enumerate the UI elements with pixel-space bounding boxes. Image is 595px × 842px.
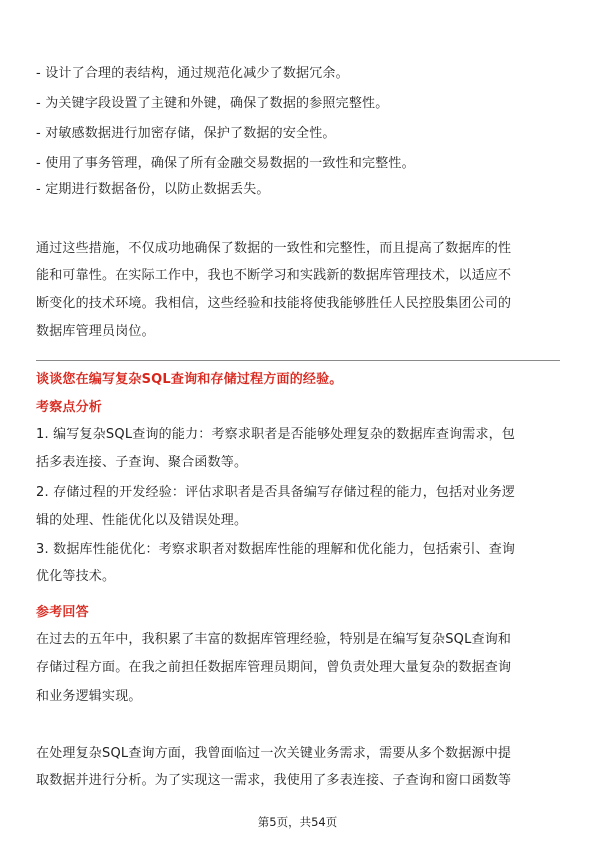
bullet-item: - 对敏感数据进行加密存储，保护了数据的安全性。 — [36, 126, 336, 141]
paragraph-line: 通过这些措施，不仅成功地确保了数据的一致性和完整性，而且提高了数据库的性 — [36, 241, 512, 256]
answer-heading: 参考回答 — [36, 605, 89, 620]
paragraph-line: 断变化的技术环境。我相信，这些经验和技能将使我能够胜任人民控股集团公司的 — [36, 296, 512, 311]
answer-line: 和业务逻辑实现。 — [36, 689, 142, 704]
paragraph-line: 能和可靠性。在实际工作中，我也不断学习和实践新的数据库管理技术，以适应不 — [36, 268, 512, 283]
bullet-item: - 设计了合理的表结构，通过规范化减少了数据冗余。 — [36, 66, 349, 81]
page-number: 第5页，共54页 — [257, 815, 338, 829]
answer-line: 在过去的五年中，我积累了丰富的数据库管理经验，特别是在编写复杂SQL查询和 — [36, 632, 512, 647]
bullet-item: - 定期进行数据备份，以防止数据丢失。 — [36, 182, 270, 197]
bullet-item: - 使用了事务管理，确保了所有金融交易数据的一致性和完整性。 — [36, 156, 415, 171]
analysis-line: 1. 编写复杂SQL查询的能力：考察求职者是否能够处理复杂的数据库查询需求，包 — [36, 427, 516, 442]
analysis-line: 2. 存储过程的开发经验：评估求职者是否具备编写存储过程的能力，包括对业务逻 — [36, 485, 516, 500]
answer-line: 取数据并进行分析。为了实现这一需求，我使用了多表连接、子查询和窗口函数等 — [36, 773, 512, 788]
question-title: 谈谈您在编写复杂SQL查询和存储过程方面的经验。 — [36, 372, 343, 387]
section-divider — [36, 360, 560, 361]
analysis-line: 3. 数据库性能优化：考察求职者对数据库性能的理解和优化能力，包括索引、查询 — [36, 542, 516, 557]
answer-line: 存储过程方面。在我之前担任数据库管理员期间，曾负责处理大量复杂的数据查询 — [36, 660, 512, 675]
analysis-line: 优化等技术。 — [36, 569, 116, 584]
analysis-line: 辑的处理、性能优化以及错误处理。 — [36, 513, 248, 528]
analysis-heading: 考察点分析 — [36, 400, 103, 415]
analysis-line: 括多表连接、子查询、聚合函数等。 — [36, 455, 248, 470]
paragraph-line: 数据库管理员岗位。 — [36, 324, 155, 339]
answer-line: 在处理复杂SQL查询方面，我曾面临过一次关键业务需求，需要从多个数据源中提 — [36, 746, 512, 761]
bullet-item: - 为关键字段设置了主键和外键，确保了数据的参照完整性。 — [36, 96, 389, 111]
